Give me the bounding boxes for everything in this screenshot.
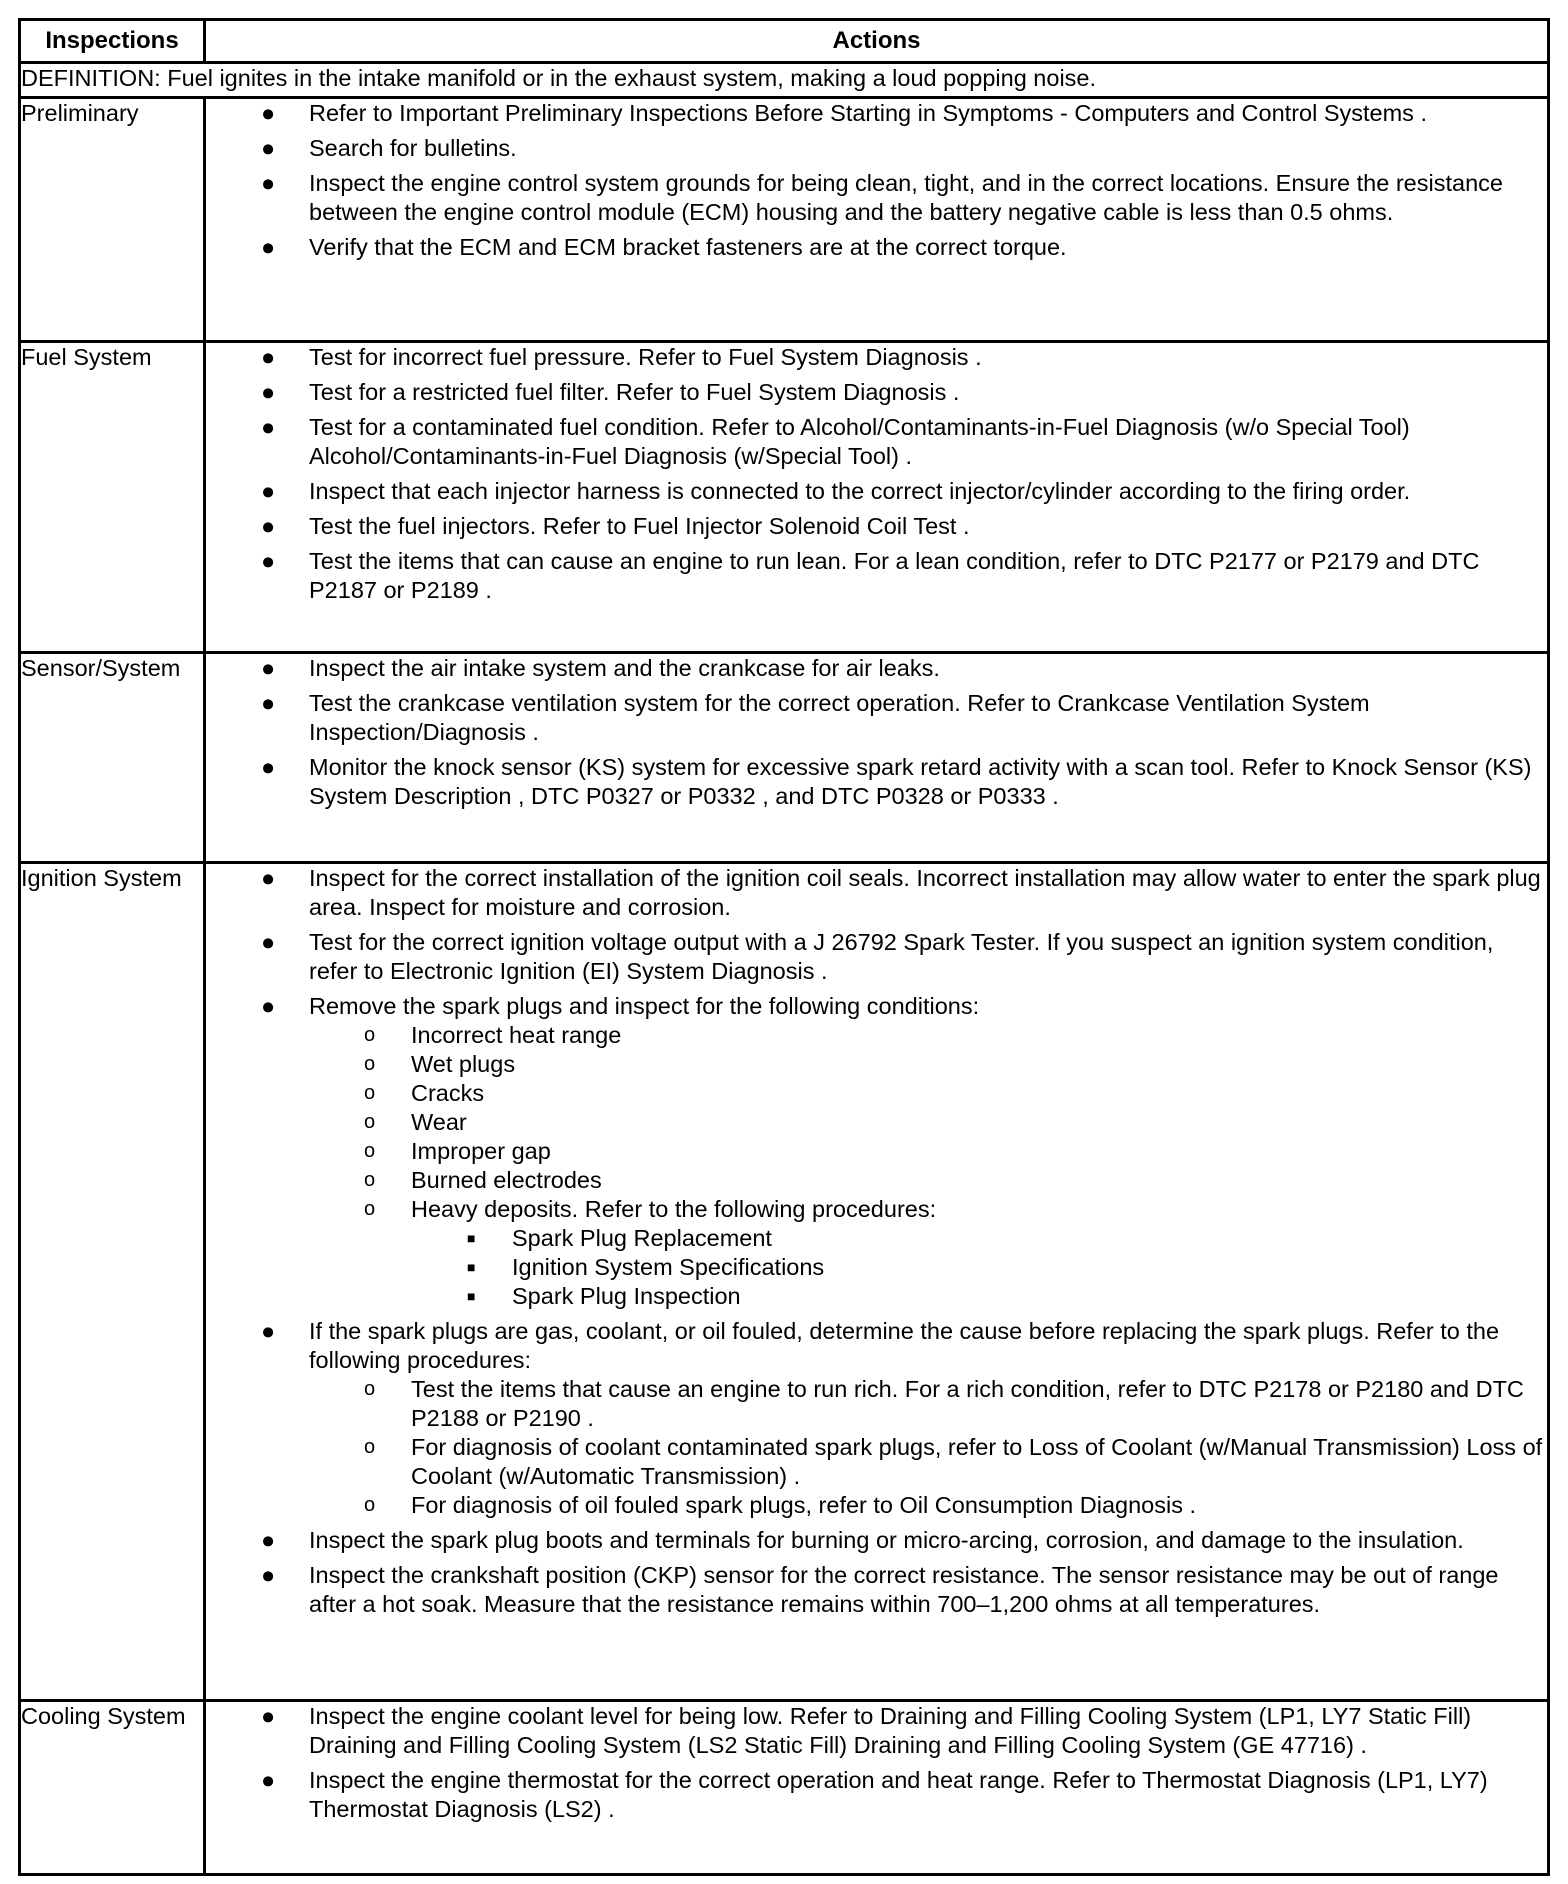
bullet-icon: ● [261, 655, 276, 681]
sub-sub-list-item: ■ Ignition System Specifications [467, 1254, 825, 1280]
definition-row [20, 63, 1549, 98]
sub-sub-list-item: ■ Spark Plug Replacement [467, 1225, 772, 1251]
bullet-icon: ● [261, 690, 276, 716]
table-row [20, 342, 1549, 653]
circle-bullet-icon: o [364, 1024, 376, 1046]
sub-list-item: o Improper gap [364, 1138, 551, 1164]
sub-list-item: o Burned electrodes [364, 1167, 602, 1193]
row-label-fuel-system: Fuel System [20, 342, 205, 653]
sub-sub-list-item: ■ Spark Plug Inspection [467, 1283, 741, 1309]
bullet-icon: ● [261, 1703, 276, 1729]
circle-bullet-icon: o [364, 1378, 376, 1400]
table-row [20, 863, 1549, 1701]
circle-bullet-icon: o [364, 1053, 376, 1075]
sub-list-item: o For diagnosis of oil fouled spark plugs, refer to Oil Consumption Diagnosis . [364, 1492, 1197, 1518]
square-bullet-icon: ■ [467, 1259, 476, 1275]
list-item: ● Search for bulletins. [261, 135, 517, 161]
bullet-icon: ● [261, 170, 276, 196]
square-bullet-icon: ■ [467, 1288, 476, 1304]
bullet-icon: ● [261, 1767, 276, 1793]
list-item: ● Test for incorrect fuel pressure. Refer to Fuel System Diagnosis . [261, 344, 982, 370]
list-item: ● Test the items that can cause an engine to run lean. For a lean condition, refer to DTC P2177 or P2179 and DTC P2187 or P2189 . [261, 548, 1480, 603]
row-label-cooling-system: Cooling System [20, 1701, 205, 1875]
bullet-icon: ● [261, 478, 276, 504]
row-label-sensor-system: Sensor/System [20, 653, 205, 863]
bullet-icon: ● [261, 1562, 276, 1588]
list-item: ● Inspect for the correct installation of the ignition coil seals. Incorrect installation may allow water to enter the spark plug area. Inspect for moisture and corrosion. [261, 865, 1541, 920]
row-label-ignition-system: Ignition System [20, 863, 205, 1701]
row-label-preliminary: Preliminary [20, 98, 205, 342]
bullet-icon: ● [261, 135, 276, 161]
list-item: ● Remove the spark plugs and inspect for the following conditions: [261, 993, 980, 1019]
list-item: ● Test for a contaminated fuel condition. Refer to Alcohol/Contaminants-in-Fuel Diagnosis (w/o Special Tool) Alcohol/Contaminants-in-Fuel Diagnosis (w/Special Tool) . [261, 414, 1410, 469]
list-item: ● Inspect the crankshaft position (CKP) sensor for the correct resistance. The sensor resistance may be out of range after a hot soak. Measure that the resistance remains within 700–1,200 ohms at all temperatures. [261, 1562, 1499, 1617]
circle-bullet-icon: o [364, 1198, 376, 1220]
row-actions-sensor-system [205, 653, 1549, 863]
circle-bullet-icon: o [364, 1494, 376, 1516]
list-item: ● Inspect the engine coolant level for being low. Refer to Draining and Filling Cooling System (LP1, LY7 Static Fill) Draining and Filling Cooling System (LS2 Static Fill) Draining and Filling Cooling System (GE 47716) . [261, 1703, 1472, 1758]
bullet-icon: ● [261, 754, 276, 780]
table-row [20, 98, 1549, 342]
bullet-icon: ● [261, 513, 276, 539]
sub-list-item: o Heavy deposits. Refer to the following procedures: [364, 1196, 937, 1222]
list-item: ● If the spark plugs are gas, coolant, or oil fouled, determine the cause before replacing the spark plugs. Refer to the following procedures: [261, 1318, 1500, 1373]
circle-bullet-icon: o [364, 1169, 376, 1191]
bullet-icon: ● [261, 548, 276, 574]
bullet-icon: ● [261, 1527, 276, 1553]
definition-text: DEFINITION: Fuel ignites in the intake manifold or in the exhaust system, making a loud popping noise. [20, 63, 1549, 98]
list-item: ● Inspect the air intake system and the crankcase for air leaks. [261, 655, 940, 681]
sub-list-item: o Wear [364, 1109, 467, 1135]
header-actions: Actions [205, 20, 1549, 63]
inspection-table [18, 18, 1550, 1876]
sub-list-item: o Incorrect heat range [364, 1022, 622, 1048]
bullet-icon: ● [261, 344, 276, 370]
circle-bullet-icon: o [364, 1082, 376, 1104]
row-actions-fuel-system [205, 342, 1549, 653]
bullet-icon: ● [261, 1318, 276, 1344]
table-row [20, 653, 1549, 863]
circle-bullet-icon: o [364, 1111, 376, 1133]
bullet-icon: ● [261, 379, 276, 405]
header-inspections: Inspections [20, 20, 205, 63]
sub-list-item: o Cracks [364, 1080, 485, 1106]
sub-list-item: o For diagnosis of coolant contaminated spark plugs, refer to Loss of Coolant (w/Manual Transmission) Loss of Coolant (w/Automatic Transmission) . [364, 1434, 1543, 1489]
list-item: ● Inspect that each injector harness is connected to the correct injector/cylinder according to the firing order. [261, 478, 1411, 504]
header-row [20, 20, 1549, 63]
list-item: ● Inspect the engine thermostat for the correct operation and heat range. Refer to Thermostat Diagnosis (LP1, LY7) Thermostat Diagnosis (LS2) . [261, 1767, 1488, 1822]
sub-list-item: o Wet plugs [364, 1051, 516, 1077]
table-row [20, 1701, 1549, 1875]
list-item: ● Inspect the engine control system grounds for being clean, tight, and in the correct locations. Ensure the resistance between the engine control module (ECM) housing and the battery negative cable is less than 0.5 ohms. [261, 170, 1503, 225]
list-item: ● Test the fuel injectors. Refer to Fuel Injector Solenoid Coil Test . [261, 513, 970, 539]
row-actions-preliminary [205, 98, 1549, 342]
list-item: ● Monitor the knock sensor (KS) system for excessive spark retard activity with a scan tool. Refer to Knock Sensor (KS) System Description , DTC P0327 or P0332 , and DTC P0328 or P0333 . [261, 754, 1532, 809]
bullet-icon: ● [261, 865, 276, 891]
circle-bullet-icon: o [364, 1436, 376, 1458]
sub-list-item: o Test the items that cause an engine to run rich. For a rich condition, refer to DTC P2178 or P2180 and DTC P2188 or P2190 . [364, 1376, 1524, 1431]
bullet-icon: ● [261, 234, 276, 260]
list-item: ● Verify that the ECM and ECM bracket fasteners are at the correct torque. [261, 234, 1067, 260]
row-actions-ignition-system [205, 863, 1549, 1701]
list-item: ● Test the crankcase ventilation system for the correct operation. Refer to Crankcase Ventilation System Inspection/Diagnosis . [261, 690, 1370, 745]
list-item: ● Inspect the spark plug boots and terminals for burning or micro-arcing, corrosion, and damage to the insulation. [261, 1527, 1464, 1553]
circle-bullet-icon: o [364, 1140, 376, 1162]
bullet-icon: ● [261, 100, 276, 126]
list-item: ● Test for the correct ignition voltage output with a J 26792 Spark Tester. If you suspect an ignition system condition, refer to Electronic Ignition (EI) System Diagnosis . [261, 929, 1494, 984]
list-item: ● Test for a restricted fuel filter. Refer to Fuel System Diagnosis . [261, 379, 960, 405]
bullet-icon: ● [261, 414, 276, 440]
list-item: ● Refer to Important Preliminary Inspections Before Starting in Symptoms - Computers and Control Systems . [261, 100, 1427, 126]
bullet-icon: ● [261, 993, 276, 1019]
bullet-icon: ● [261, 929, 276, 955]
square-bullet-icon: ■ [467, 1230, 476, 1246]
row-actions-cooling-system [205, 1701, 1549, 1875]
